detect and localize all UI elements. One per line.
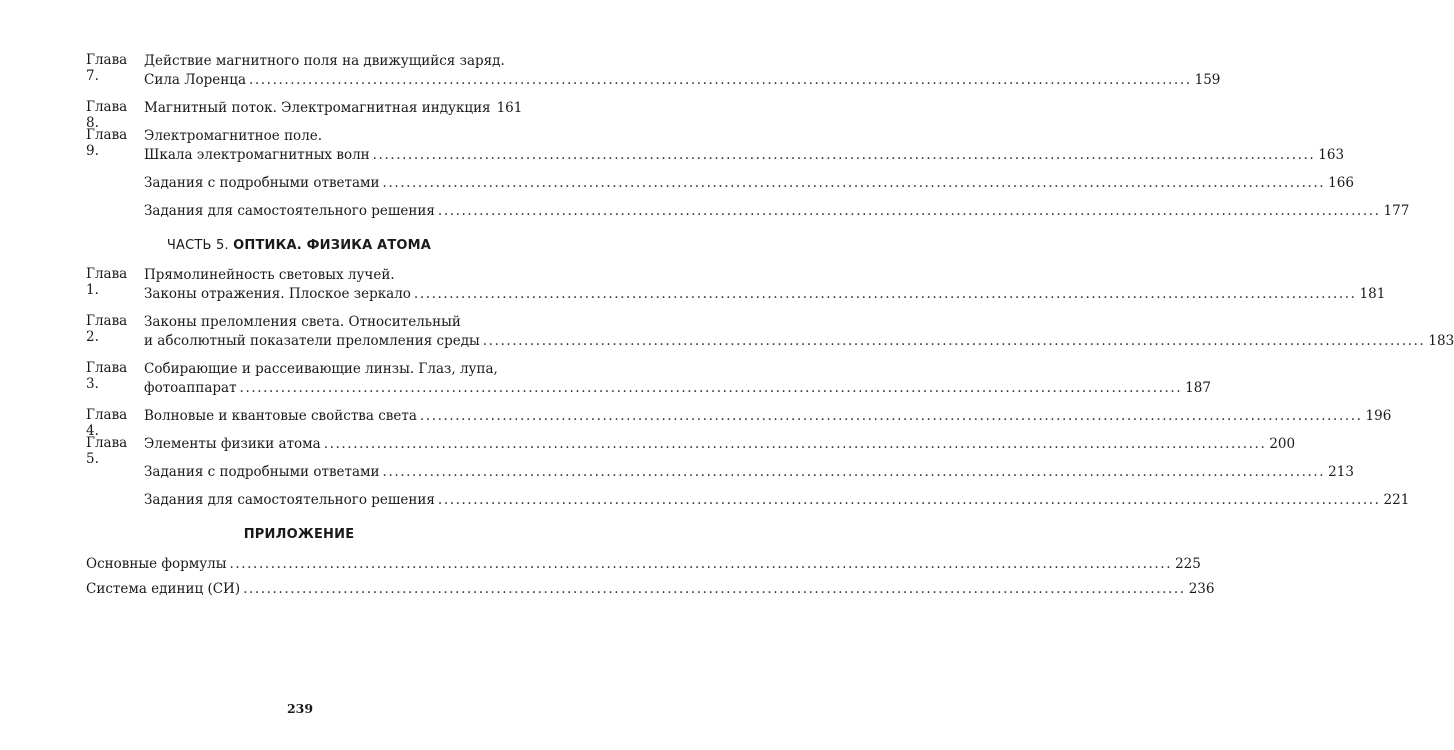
toc-entry xyxy=(86,202,1410,221)
entry-body xyxy=(144,127,1345,165)
entry-line xyxy=(144,407,1392,426)
toc-entry xyxy=(86,266,1386,304)
page-ref: 159 xyxy=(1194,72,1221,88)
dot-leader: ................................................................................................................................................................ xyxy=(437,492,1381,508)
appendix-entry xyxy=(86,580,1215,599)
entry-line xyxy=(144,202,1410,221)
entry-line xyxy=(144,266,512,285)
toc-entry xyxy=(86,174,1354,193)
entry-body xyxy=(144,491,1410,510)
page-ref: 196 xyxy=(1365,408,1392,424)
toc-entry xyxy=(86,463,1354,482)
entry-text: Задания для самостоятельного решения xyxy=(144,203,435,219)
entry-text: Система единиц (СИ) xyxy=(86,581,241,597)
entry-line xyxy=(144,332,1454,351)
page-ref: 200 xyxy=(1269,436,1296,452)
entry-line xyxy=(144,127,512,146)
part5-entries xyxy=(86,266,1454,510)
part5-heading-prefix: ЧАСТЬ 5. xyxy=(166,238,229,253)
page-ref: 213 xyxy=(1328,464,1354,480)
entry-text: Задания с подробными ответами xyxy=(144,464,380,480)
chapter-label: Глава 3. xyxy=(86,360,128,392)
entry-text: Сила Лоренца xyxy=(144,72,246,88)
appendix-entry xyxy=(86,555,1201,574)
entry-line xyxy=(144,285,1386,304)
dot-leader: ................................................................................................................................................................ xyxy=(382,464,1326,480)
entry-line xyxy=(144,174,1354,193)
chapter-label: Глава 7. xyxy=(86,52,128,84)
entry-body xyxy=(144,463,1354,482)
dot-leader: ................................................................................................................................................................ xyxy=(372,147,1316,163)
entry-line xyxy=(144,435,1296,454)
toc-entry xyxy=(86,52,1221,90)
entry-line xyxy=(144,52,512,71)
chapter-label: Глава 1. xyxy=(86,266,128,298)
toc-entry xyxy=(86,313,1454,351)
entry-text: Элементы физики атома xyxy=(144,436,321,452)
dot-leader: ................................................................................................................................................................ xyxy=(437,203,1381,219)
entry-line xyxy=(144,360,512,379)
part4-entries xyxy=(86,52,1410,221)
entry-text: Задания с подробными ответами xyxy=(144,175,380,191)
entry-body xyxy=(144,52,1221,90)
entry-body xyxy=(144,313,1454,351)
table-of-contents xyxy=(86,52,1454,605)
page-ref: 163 xyxy=(1318,147,1345,163)
entry-body xyxy=(144,174,1354,193)
entry-body xyxy=(144,360,1211,398)
dot-leader: ................................................................................................................................................................ xyxy=(382,175,1326,191)
chapter-label: Глава 8. xyxy=(86,99,128,131)
page-ref: 161 xyxy=(496,100,523,116)
entry-line xyxy=(144,99,523,118)
entry-text: Прямолинейность световых лучей. xyxy=(144,267,395,283)
toc-entry xyxy=(86,435,1296,467)
entry-text: Законы преломления света. Относительный xyxy=(144,314,461,330)
appendix-heading xyxy=(86,527,512,542)
dot-leader: ................................................................................................................................................................ xyxy=(229,556,1173,572)
toc-entry xyxy=(86,491,1410,510)
toc-entry xyxy=(86,407,1392,439)
entry-line xyxy=(144,146,1345,165)
entry-line xyxy=(144,491,1410,510)
page-ref: 225 xyxy=(1175,556,1201,572)
page-number: 239 xyxy=(286,701,314,716)
toc-entry xyxy=(86,127,1345,165)
entry-text: Волновые и квантовые свойства света xyxy=(144,408,417,424)
entry-text: фотоаппарат xyxy=(144,380,237,396)
entry-text: Основные формулы xyxy=(86,556,227,572)
chapter-label: Глава 9. xyxy=(86,127,128,159)
entry-body xyxy=(144,407,1392,426)
dot-leader: ................................................................................................................................................................ xyxy=(249,72,1192,88)
dot-leader: ................................................................................................................................................................ xyxy=(323,436,1267,452)
entry-body xyxy=(144,435,1296,454)
entry-text: Собирающие и рассеивающие линзы. Глаз, лупа, xyxy=(144,361,498,377)
entry-text: Шкала электромагнитных волн xyxy=(144,147,370,163)
chapter-label: Глава 5. xyxy=(86,435,128,467)
chapter-label: Глава 2. xyxy=(86,313,128,345)
entry-text: Действие магнитного поля на движущийся заряд. xyxy=(144,53,505,69)
entry-line xyxy=(144,379,1211,398)
chapter-label: Глава 4. xyxy=(86,407,128,439)
toc-entry xyxy=(86,99,523,131)
page-ref: 181 xyxy=(1359,286,1386,302)
entry-text: Магнитный поток. Электромагнитная индукция xyxy=(144,100,491,116)
page-ref: 221 xyxy=(1383,492,1410,508)
entry-body xyxy=(144,266,1386,304)
dot-leader: ................................................................................................................................................................ xyxy=(482,333,1426,349)
page-ref: 177 xyxy=(1383,203,1410,219)
entry-text: Задания для самостоятельного решения xyxy=(144,492,435,508)
dot-leader: ................................................................................................................................................................ xyxy=(243,581,1186,597)
dot-leader: ................................................................................................................................................................ xyxy=(419,408,1363,424)
page-ref: 236 xyxy=(1188,581,1215,597)
entry-line xyxy=(144,313,512,332)
entry-body xyxy=(144,99,523,118)
appendix-heading-title: ПРИЛОЖЕНИЕ xyxy=(243,527,355,542)
entry-text: Законы отражения. Плоское зеркало xyxy=(144,286,411,302)
page-ref: 166 xyxy=(1328,175,1354,191)
entry-text: Электромагнитное поле. xyxy=(144,128,323,144)
entry-body xyxy=(144,202,1410,221)
page-ref: 183 xyxy=(1428,333,1454,349)
page-ref: 187 xyxy=(1185,380,1211,396)
part5-heading xyxy=(86,238,512,253)
dot-leader: ................................................................................................................................................................ xyxy=(413,286,1357,302)
part5-heading-title: ОПТИКА. ФИЗИКА АТОМА xyxy=(233,238,432,253)
entry-text: и абсолютный показатели преломления среды xyxy=(144,333,480,349)
dot-leader: ................................................................................................................................................................ xyxy=(239,380,1183,396)
entry-line xyxy=(144,71,1221,90)
toc-entry xyxy=(86,360,1211,398)
entry-line xyxy=(144,463,1354,482)
appendix-entries xyxy=(86,555,1215,599)
